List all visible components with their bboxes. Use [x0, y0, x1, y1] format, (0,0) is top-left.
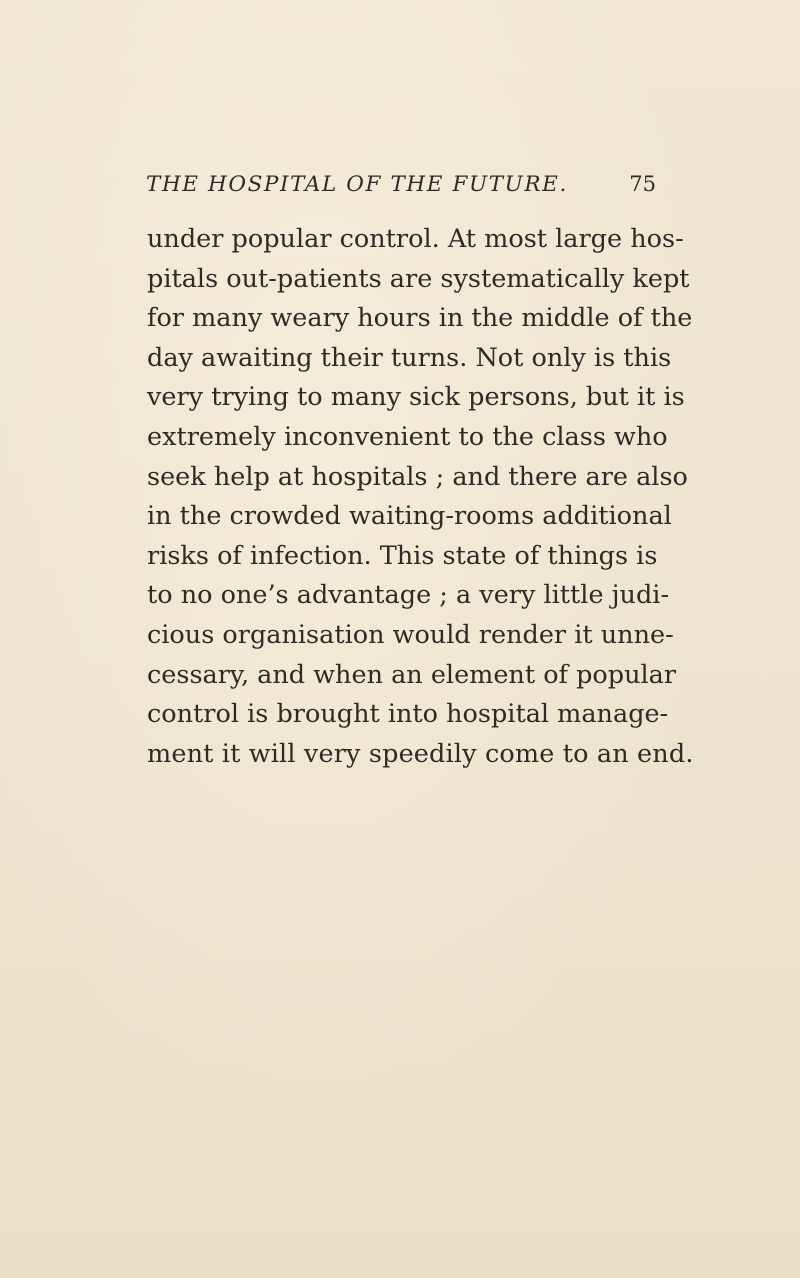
text-line: control is brought into hospital manage- — [147, 699, 669, 730]
text-line: extremely inconvenient to the class who — [147, 421, 668, 452]
text-line: cessary, and when an element of popular — [147, 659, 677, 690]
text-line-last: ment it will very speedily come to an end. — [147, 738, 694, 769]
text-line: in the crowded waiting-rooms additional — [147, 501, 672, 532]
text-line: to no one’s advantage ; a very little judi- — [147, 580, 670, 611]
body-text — [147, 220, 694, 774]
running-head — [146, 172, 656, 202]
page-number: 75 — [629, 172, 656, 196]
text-line: seek help at hospitals ; and there are also — [147, 461, 688, 492]
text-line: risks of infection. This state of things is — [147, 540, 658, 571]
text-line: under popular control. At most large hos- — [147, 224, 684, 254]
text-line: for many weary hours in the middle of the — [147, 303, 693, 334]
text-line: day awaiting their turns. Not only is this — [147, 342, 672, 373]
text-line: cious organisation would render it unne- — [147, 619, 674, 650]
text-line: pitals out-patients are systematically kept — [147, 263, 690, 294]
text-line: very trying to many sick persons, but it is — [147, 382, 685, 413]
running-title: THE HOSPITAL OF THE FUTURE. — [146, 172, 568, 197]
